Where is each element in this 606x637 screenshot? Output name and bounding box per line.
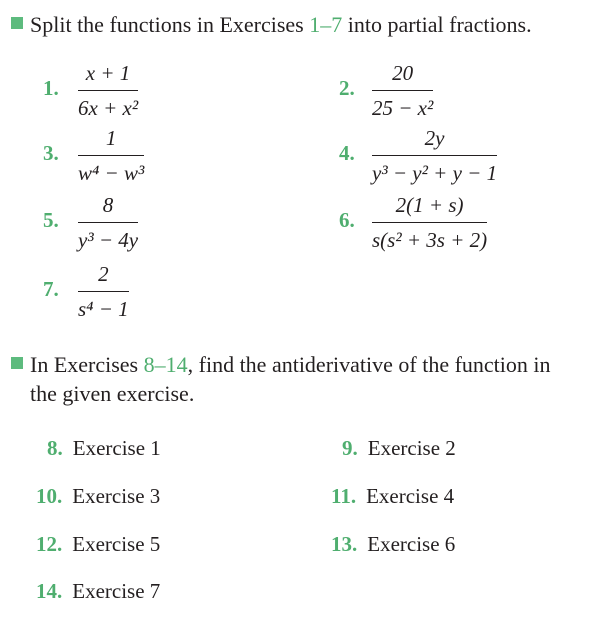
problem-number: 7. bbox=[43, 277, 59, 301]
section2-intro-range: 8–14 bbox=[143, 352, 188, 377]
numerator: 1 bbox=[105, 126, 117, 150]
fraction-problem-3 bbox=[78, 126, 144, 185]
problem-number: 4. bbox=[339, 141, 355, 165]
section1-intro-after: into partial fractions. bbox=[342, 12, 532, 37]
denominator: s(s² + 3s + 2) bbox=[372, 228, 488, 253]
numerator: 2 bbox=[98, 262, 109, 286]
numerator: 20 bbox=[392, 61, 414, 85]
fraction-bar bbox=[372, 90, 433, 91]
exercise-text: Exercise 6 bbox=[367, 532, 456, 556]
section2-instructions bbox=[30, 350, 551, 379]
fraction-bar bbox=[78, 90, 138, 91]
exercise-item-12 bbox=[36, 532, 160, 557]
exercise-text: Exercise 2 bbox=[367, 436, 456, 460]
problem-number: 5. bbox=[43, 208, 59, 232]
section-marker-square bbox=[11, 357, 23, 369]
numerator: 2y bbox=[424, 126, 445, 150]
problem-number: 3. bbox=[43, 141, 59, 165]
fraction-problem-6 bbox=[372, 193, 487, 252]
exercise-text: Exercise 1 bbox=[72, 436, 161, 460]
fraction-problem-1 bbox=[78, 61, 138, 120]
fraction-bar bbox=[78, 291, 129, 292]
denominator: y³ − 4y bbox=[78, 228, 139, 253]
exercise-number: 13. bbox=[331, 532, 358, 556]
section2-intro-after: , find the antiderivative of the function in bbox=[187, 352, 551, 377]
exercise-number: 12. bbox=[36, 532, 63, 556]
exercise-number: 10. bbox=[36, 484, 63, 508]
denominator: 25 − x² bbox=[372, 96, 434, 121]
section1-intro-before: Split the functions in Exercises bbox=[30, 12, 310, 37]
fraction-problem-4 bbox=[372, 126, 497, 185]
exercise-text: Exercise 7 bbox=[72, 579, 161, 603]
fraction-problem-2 bbox=[372, 61, 433, 120]
fraction-problem-5 bbox=[78, 193, 138, 252]
exercise-item-14 bbox=[36, 579, 160, 604]
fraction-bar bbox=[78, 155, 144, 156]
fraction-problem-7 bbox=[78, 262, 129, 321]
exercise-number: 8. bbox=[47, 436, 63, 460]
exercise-number: 9. bbox=[342, 436, 358, 460]
section-marker-square bbox=[11, 17, 23, 29]
exercise-item-11 bbox=[331, 484, 454, 509]
numerator: x + 1 bbox=[85, 61, 131, 85]
problem-number: 1. bbox=[43, 76, 59, 100]
denominator: y³ − y² + y − 1 bbox=[372, 161, 498, 186]
exercise-item-13 bbox=[331, 532, 455, 557]
numerator: 8 bbox=[102, 193, 114, 217]
exercise-text: Exercise 5 bbox=[72, 532, 161, 556]
section2-instructions-line2: the given exercise. bbox=[30, 381, 195, 406]
exercise-item-10 bbox=[36, 484, 160, 509]
denominator: 6x + x² bbox=[78, 96, 139, 121]
section1-intro-range: 1–7 bbox=[309, 12, 343, 37]
fraction-bar bbox=[372, 222, 487, 223]
exercise-text: Exercise 3 bbox=[72, 484, 161, 508]
exercise-number: 14. bbox=[36, 579, 63, 603]
exercise-text: Exercise 4 bbox=[366, 484, 455, 508]
numerator: 2(1 + s) bbox=[395, 193, 464, 217]
denominator: s⁴ − 1 bbox=[78, 297, 129, 322]
exercise-item-9 bbox=[342, 436, 456, 461]
section2-intro-before: In Exercises bbox=[30, 352, 144, 377]
problem-number: 6. bbox=[339, 208, 355, 232]
fraction-bar bbox=[372, 155, 497, 156]
fraction-bar bbox=[78, 222, 138, 223]
exercise-number: 11. bbox=[331, 484, 357, 508]
exercise-item-8 bbox=[47, 436, 161, 461]
denominator: w⁴ − w³ bbox=[78, 161, 145, 186]
problem-number: 2. bbox=[339, 76, 355, 100]
section1-instructions bbox=[30, 10, 532, 39]
